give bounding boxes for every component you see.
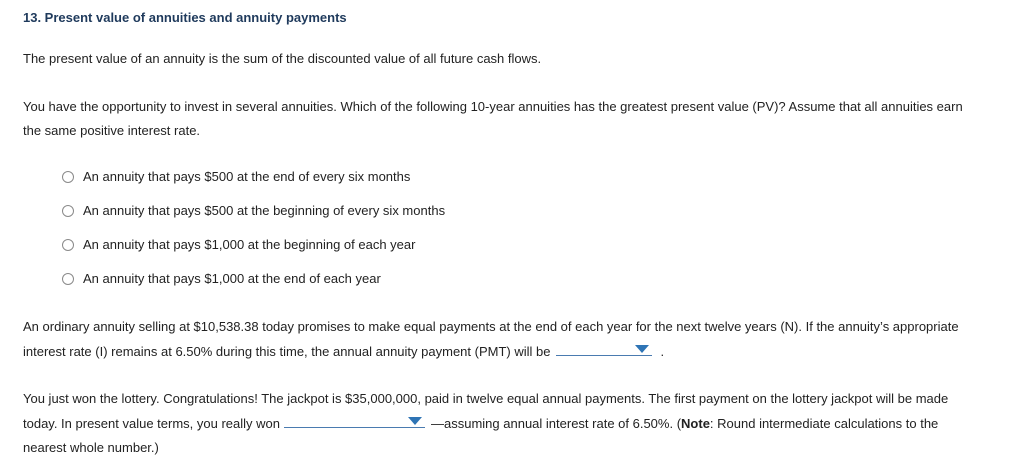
note-label: Note xyxy=(681,416,710,431)
annuity-question-text: An ordinary annuity selling at $10,538.38 today promises to make equal payments at the end of each year for the next twelve years (N). If the annuity’s appropriate interest rate (I) remains at 6.50% during this time, the annual annuity payment (PMT) will be xyxy=(23,319,959,359)
option-label: An annuity that pays $1,000 at the beginning of each year xyxy=(83,237,416,252)
lottery-pv-dropdown[interactable] xyxy=(284,411,425,428)
pmt-dropdown[interactable] xyxy=(556,339,652,356)
option-label: An annuity that pays $1,000 at the end of each year xyxy=(83,271,381,286)
option-label: An annuity that pays $500 at the end of every six months xyxy=(83,169,411,184)
radio-button[interactable] xyxy=(62,171,74,183)
answer-options xyxy=(62,160,445,296)
annuity-question-text: You have the opportunity to invest in several annuities. Which of the following 10-year annuities has the greatest present value (PV)? Assume that all annuities earn the same positive interest rate. xyxy=(23,99,963,138)
lottery-question-end: : Round intermediate calculations to the nearest whole number.) xyxy=(23,416,939,455)
radio-button[interactable] xyxy=(62,239,74,251)
radio-button[interactable] xyxy=(62,205,74,217)
question-title: 13. Present value of annuities and annuity payments xyxy=(23,10,347,25)
annuity-payment-question xyxy=(23,315,983,364)
option-label: An annuity that pays $500 at the beginning of every six months xyxy=(83,203,446,218)
radio-button[interactable] xyxy=(62,273,74,285)
option-500-beginning-six-months[interactable] xyxy=(62,194,445,228)
annuity-question-end: . xyxy=(660,344,665,359)
chevron-down-icon xyxy=(635,345,649,353)
lottery-question xyxy=(23,387,983,460)
lottery-question-mid: —assuming annual interest rate of 6.50%. ( xyxy=(431,416,682,431)
chevron-down-icon xyxy=(408,417,422,425)
option-500-end-six-months[interactable] xyxy=(62,160,445,194)
option-1000-end-year[interactable] xyxy=(62,262,445,296)
intro-text: The present value of an annuity is the sum of the discounted value of all future cash flows. xyxy=(23,51,542,66)
lottery-question-text: You just won the lottery. Congratulations! The jackpot is $35,000,000, paid in twelve equal annual payments. The first payment on the lottery jackpot will be made today. In present value terms, you really won xyxy=(23,391,949,431)
option-1000-beginning-year[interactable] xyxy=(62,228,445,262)
